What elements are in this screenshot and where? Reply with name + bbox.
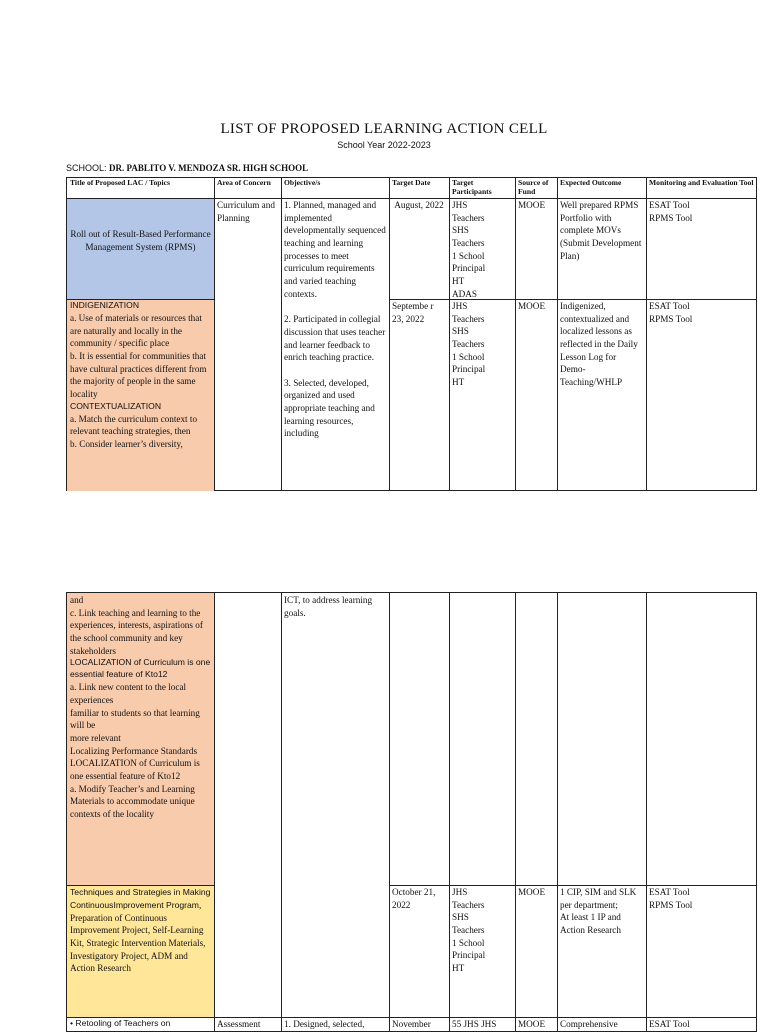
indig-tool: ESAT Tool RPMS Tool [649,301,693,324]
retooling-title: • Retooling of Teachers on [70,1018,171,1028]
col-header-tool: Monitoring and Evaluation Tool [649,178,754,187]
techniques-heading: Techniques and Strategies in Making ContinuousImprovement Program [70,887,211,910]
rpms-participants: JHS Teachers SHS Teachers 1 School Principal HT ADAS [452,200,486,299]
school-name: DR. PABLITO V. MENDOZA SR. HIGH SCHOOL [109,163,309,173]
col-header-participants: Target Participants [452,178,492,196]
last-area: Assessment [217,1019,261,1029]
localization-cell [67,593,214,885]
col-header-date: Target Date [392,178,431,187]
col-header-outcome: Expected Outcome [560,178,622,187]
contextualization-text: a. Match the curriculum context to relevant teaching strategies, then b. Consider learner’s diversity, [70,413,198,449]
document-title: LIST OF PROPOSED LEARNING ACTION CELL [220,121,548,137]
continued-text: and c. Link teaching and learning to the experiences, interests, aspirations of the school community and key stakeholders [70,595,203,656]
tech-date: October 21, 2022 [392,887,436,910]
contextualization-heading: CONTEXTUALIZATION [70,400,162,411]
col-header-objectives: Objective/s [284,178,321,187]
school-year: School Year 2022-2023 [337,140,431,150]
tech-fund: MOOE [518,887,546,897]
school-line [66,163,308,173]
lac-table-page1 [66,177,757,491]
indig-fund: MOOE [518,301,546,311]
indig-participants: JHS Teachers SHS Teachers 1 School Principal HT [452,301,486,388]
lac-table-page2 [66,592,757,1032]
techniques-text: , Preparation of Continuous Improvement Project, Self-Learning Kit, Strategic Intervention Materials, Investigatory Project, ADM and Action Research [70,899,206,974]
localization-text: a. Link new content to the local experiences familiar to students so that learning will be more relevant Localizing Performance Standards LOCALIZATION of Curriculum is one essential feature of Kto12 a. Modify Teacher’s and Learning Materials to accommodate unique contexts of the locality [70,682,200,820]
indigenization-cell [67,299,214,491]
rpms-date: August, 2022 [394,200,444,210]
last-date: November [392,1019,431,1029]
techniques-cell [67,885,214,1017]
last-outcome: Comprehensive [560,1019,618,1029]
indig-date: Septembe r 23, 2022 [392,301,434,324]
objectives-text: 1. Planned, managed and implemented developmentally sequenced teaching and learning processes to meet curriculum requirements and varied teaching contexts. 2. Participated in collegial discussion that uses teacher and learner feedback to enrich teaching practice. 3. Selected, developed, organized and used appropriate teaching and learning resources, including [284,200,386,439]
col-header-area: Area of Concern [217,178,271,187]
col-header-title: Title of Proposed LAC / Topics [70,178,170,187]
tech-participants: JHS Teachers SHS Teachers 1 School Principal HT [452,887,486,974]
rpms-title: Roll out of Result-Based Performance Management System (RPMS) [70,229,211,252]
indig-outcome: Indigenized, contextualized and localized lessons as reflected in the Daily Lesson Log for Demo-Teaching/WHLP [560,301,638,388]
last-fund: MOOE [518,1019,546,1029]
rpms-fund: MOOE [518,200,546,210]
school-label: SCHOOL: [66,163,110,173]
indigenization-heading: INDIGENIZATION [70,300,140,310]
rpms-tool: ESAT Tool RPMS Tool [649,200,693,223]
last-objectives: 1. Designed, selected, [284,1019,365,1029]
tech-outcome: 1 CIP, SIM and SLK per department; At least 1 IP and Action Research [560,887,637,936]
last-tool: ESAT Tool [649,1019,690,1029]
rpms-outcome: Well prepared RPMS Portfolio with complete MOVs (Submit Development Plan) [560,200,642,261]
col-header-fund: Source of Fund [518,178,549,196]
rpms-area: Curriculum and Planning [217,200,275,223]
continued-objectives: ICT, to address learning goals. [284,595,373,618]
tech-tool: ESAT Tool RPMS Tool [649,887,693,910]
localization-heading: LOCALIZATION of Curriculum is one essential feature of Kto12 [70,657,211,680]
indigenization-text: a. Use of materials or resources that are naturally and locally in the community / specific place b. It is essential for communities that have cultural practices different from the majority of people in the same locality [70,312,207,399]
last-participants: 55 JHS JHS [452,1019,497,1029]
rpms-title-cell [67,198,214,299]
